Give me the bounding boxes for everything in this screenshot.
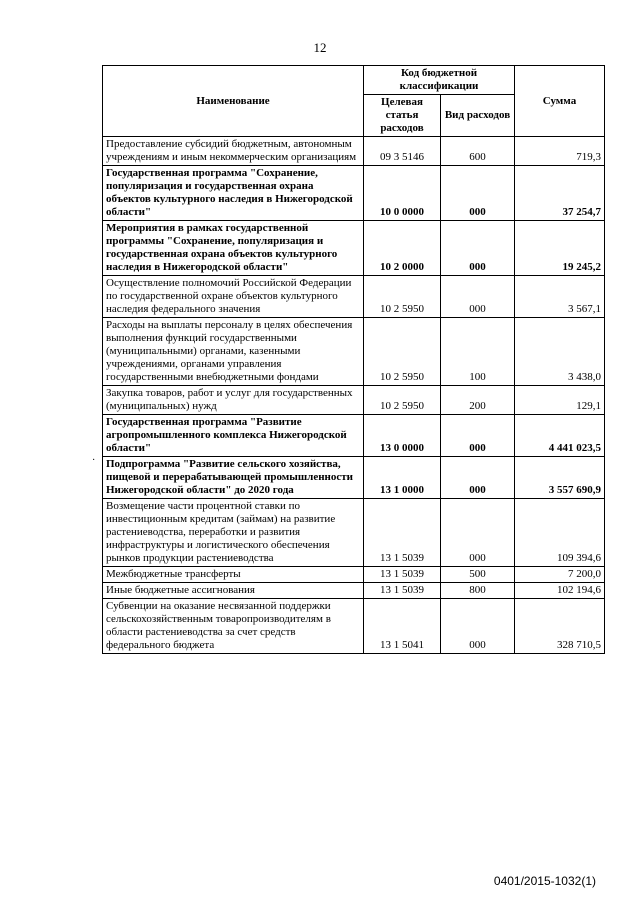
stray-mark: · xyxy=(92,455,96,466)
table-row xyxy=(103,415,605,457)
row-sum: 4 441 023,5 xyxy=(515,415,605,457)
row-expense-type: 500 xyxy=(441,567,515,583)
row-name: Расходы на выплаты персоналу в целях обеспечения выполнения функций государственными (муниципальными) органами, казенными учреждениями, органами управления государственными внебюджетными фондами xyxy=(103,318,364,386)
table-row xyxy=(103,499,605,567)
row-target-article: 13 1 5039 xyxy=(364,567,441,583)
budget-table xyxy=(102,65,605,654)
row-name: Межбюджетные трансферты xyxy=(103,567,364,583)
row-name: Осуществление полномочий Российской Федерации по государственной охране объектов культурного наследия федерального значения xyxy=(103,276,364,318)
row-name: Субвенции на оказание несвязанной поддержки сельскохозяйственным товаропроизводителям в области растениеводства за счет средств федерального бюджета xyxy=(103,599,364,654)
row-target-article: 13 1 5039 xyxy=(364,583,441,599)
row-name: Закупка товаров, работ и услуг для государственных (муниципальных) нужд xyxy=(103,386,364,415)
row-target-article: 13 1 5041 xyxy=(364,599,441,654)
row-expense-type: 000 xyxy=(441,599,515,654)
row-name: Возмещение части процентной ставки по инвестиционным кредитам (займам) на развитие растениеводства, переработки и развития инфраструктуры и логистического обеспечения рынков продукции растениеводства xyxy=(103,499,364,567)
row-sum: 109 394,6 xyxy=(515,499,605,567)
row-expense-type: 000 xyxy=(441,166,515,221)
header-expense-type: Вид расходов xyxy=(441,95,515,137)
row-sum: 102 194,6 xyxy=(515,583,605,599)
row-name: Иные бюджетные ассигнования xyxy=(103,583,364,599)
row-target-article: 13 0 0000 xyxy=(364,415,441,457)
table-row xyxy=(103,137,605,166)
row-target-article: 10 2 5950 xyxy=(364,318,441,386)
row-name: Предоставление субсидий бюджетным, автономным учреждениям и иным некоммерческим организациям xyxy=(103,137,364,166)
row-sum: 37 254,7 xyxy=(515,166,605,221)
header-sum: Сумма xyxy=(515,66,605,137)
row-target-article: 13 1 5039 xyxy=(364,499,441,567)
row-target-article: 10 2 5950 xyxy=(364,276,441,318)
table-row xyxy=(103,567,605,583)
table-header xyxy=(103,66,605,137)
row-expense-type: 100 xyxy=(441,318,515,386)
table-row xyxy=(103,583,605,599)
row-sum: 719,3 xyxy=(515,137,605,166)
row-expense-type: 800 xyxy=(441,583,515,599)
row-name: Государственная программа "Сохранение, популяризация и государственная охрана объектов культурного наследия в Нижегородской области" xyxy=(103,166,364,221)
table-row xyxy=(103,386,605,415)
header-name: Наименование xyxy=(103,66,364,137)
row-sum: 19 245,2 xyxy=(515,221,605,276)
row-name: Мероприятия в рамках государственной программы "Сохранение, популяризация и государственная охрана объектов культурного наследия в Нижегородской области" xyxy=(103,221,364,276)
row-expense-type: 000 xyxy=(441,276,515,318)
row-sum: 129,1 xyxy=(515,386,605,415)
row-expense-type: 000 xyxy=(441,457,515,499)
table-row xyxy=(103,166,605,221)
row-sum: 3 567,1 xyxy=(515,276,605,318)
row-sum: 328 710,5 xyxy=(515,599,605,654)
page-number: 12 xyxy=(313,40,327,55)
document-code: 0401/2015-1032(1) xyxy=(493,874,596,888)
row-target-article: 13 1 0000 xyxy=(364,457,441,499)
row-expense-type: 000 xyxy=(441,415,515,457)
row-target-article: 10 0 0000 xyxy=(364,166,441,221)
table-row xyxy=(103,221,605,276)
table-row xyxy=(103,276,605,318)
header-code-group: Код бюджетной классификации xyxy=(364,66,515,95)
row-sum: 3 557 690,9 xyxy=(515,457,605,499)
row-target-article: 10 2 0000 xyxy=(364,221,441,276)
row-expense-type: 600 xyxy=(441,137,515,166)
row-expense-type: 200 xyxy=(441,386,515,415)
table-row xyxy=(103,318,605,386)
row-expense-type: 000 xyxy=(441,221,515,276)
row-sum: 3 438,0 xyxy=(515,318,605,386)
row-name: Подпрограмма "Развитие сельского хозяйства, пищевой и перерабатывающей промышленности Нижегородской области" до 2020 года xyxy=(103,457,364,499)
row-name: Государственная программа "Развитие агропромышленного комплекса Нижегородской области" xyxy=(103,415,364,457)
table-body xyxy=(103,137,605,654)
row-expense-type: 000 xyxy=(441,499,515,567)
table-row xyxy=(103,599,605,654)
table-row xyxy=(103,457,605,499)
row-target-article: 09 3 5146 xyxy=(364,137,441,166)
row-sum: 7 200,0 xyxy=(515,567,605,583)
row-target-article: 10 2 5950 xyxy=(364,386,441,415)
header-target-article: Целевая статья расходов xyxy=(364,95,441,137)
